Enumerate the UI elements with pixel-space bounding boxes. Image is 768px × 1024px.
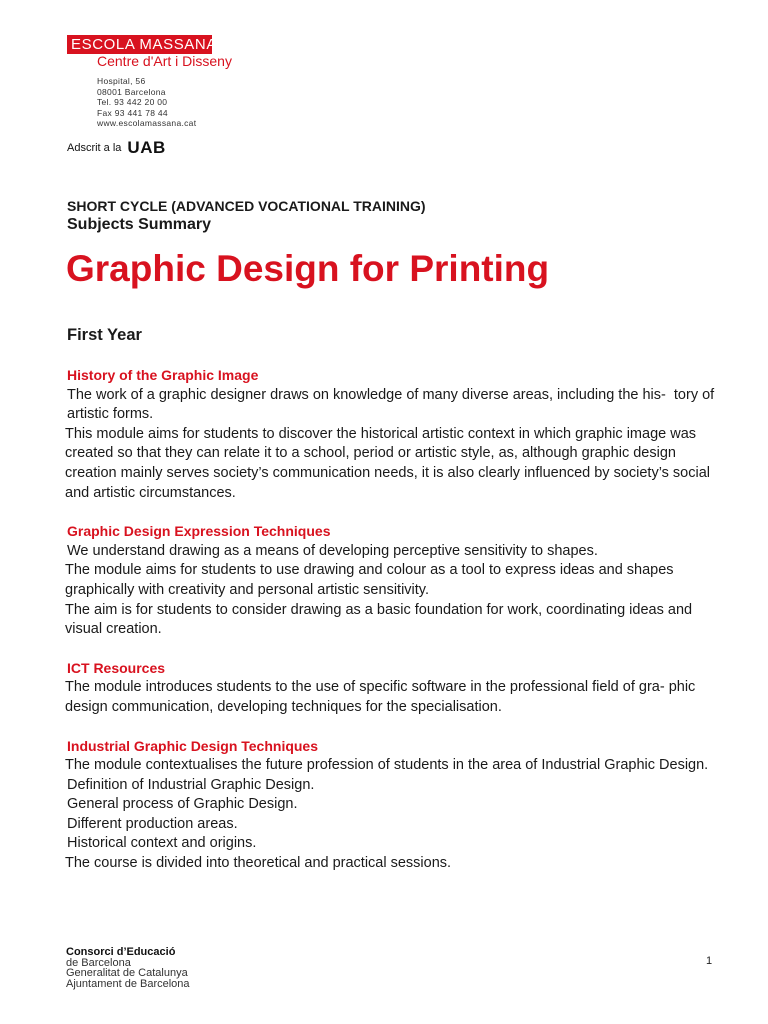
section-paragraph: The module introduces students to the use of specific software in the professional field of gra- phic design communication, developing techniques for the specialisation.: [65, 679, 696, 715]
section-history-graphic-image: [65, 366, 720, 503]
consorci-line: Consorci d’Educació: [66, 946, 176, 958]
section-expression-techniques: [65, 522, 720, 640]
section-paragraph: The course is divided into theoretical and practical sessions.: [65, 855, 452, 872]
consorci-line: de Barcelona: [66, 956, 131, 969]
address-line: 08001 Barcelona: [97, 86, 166, 97]
consorci-line: Ajuntament de Barcelona: [66, 977, 190, 990]
consorci-logo: [66, 947, 190, 989]
address-line: Hospital, 56: [97, 76, 146, 86]
cycle-heading: SHORT CYCLE (ADVANCED VOCATIONAL TRAINING): [67, 198, 426, 214]
address-line: Fax 93 441 78 44: [97, 107, 168, 118]
consorci-line: Generalitat de Catalunya: [66, 967, 188, 979]
address-line: Tel. 93 442 20 00: [97, 97, 168, 108]
section-paragraph: The work of a graphic designer draws on knowledge of many diverse areas, including the his- tory of artistic forms.: [67, 386, 715, 423]
section-paragraph: Definition of Industrial Graphic Design.: [67, 776, 315, 793]
uab-logo: UAB: [127, 138, 166, 157]
adscrit-uab: [67, 138, 166, 158]
adscrit-label: Adscrit a la: [67, 142, 122, 154]
section-paragraph: General process of Graphic Design.: [67, 796, 298, 813]
year-heading: First Year: [67, 326, 142, 344]
section-title: ICT Resources: [67, 659, 166, 676]
section-industrial-techniques: [65, 737, 720, 874]
section-paragraph: Historical context and origins.: [67, 835, 257, 852]
subjects-content: [65, 366, 720, 893]
section-title: Graphic Design Expression Techniques: [67, 523, 331, 540]
section-paragraph: This module aims for students to discover the historical artistic context in which graphic image was created so that they can relate it to a school, period or artistic style, as, although graphic design creation mainly serves society’s communication needs, it is also clearly influenced by society’s social and artistic circumstances.: [65, 425, 711, 501]
section-title: Industrial Graphic Design Techniques: [67, 737, 319, 754]
page-number: 1: [706, 955, 713, 967]
section-paragraph: The module aims for students to use drawing and colour as a tool to express ideas and shapes graphically with creativity and personal artistic sensitivity.: [65, 562, 674, 598]
page-title: Graphic Design for Printing: [66, 248, 550, 289]
subjects-heading: Subjects Summary: [67, 216, 212, 233]
school-logo: ESCOLA MASSANA: [67, 35, 212, 54]
section-title: History of the Graphic Image: [67, 367, 259, 383]
section-paragraph: We understand drawing as a means of developing perceptive sensitivity to shapes.: [67, 542, 598, 559]
school-address: [97, 76, 196, 129]
section-paragraph: The aim is for students to consider drawing as a basic foundation for work, coordinating ideas and visual creation.: [65, 601, 693, 638]
section-paragraph: Different production areas.: [67, 815, 238, 832]
section-ict-resources: [65, 659, 720, 718]
address-line: www.escolamassana.cat: [97, 118, 197, 129]
school-logo-subtitle: Centre d'Art i Disseny: [97, 53, 232, 69]
section-paragraph: The module contextualises the future profession of students in the area of Industrial Graphic Design.: [65, 757, 709, 774]
